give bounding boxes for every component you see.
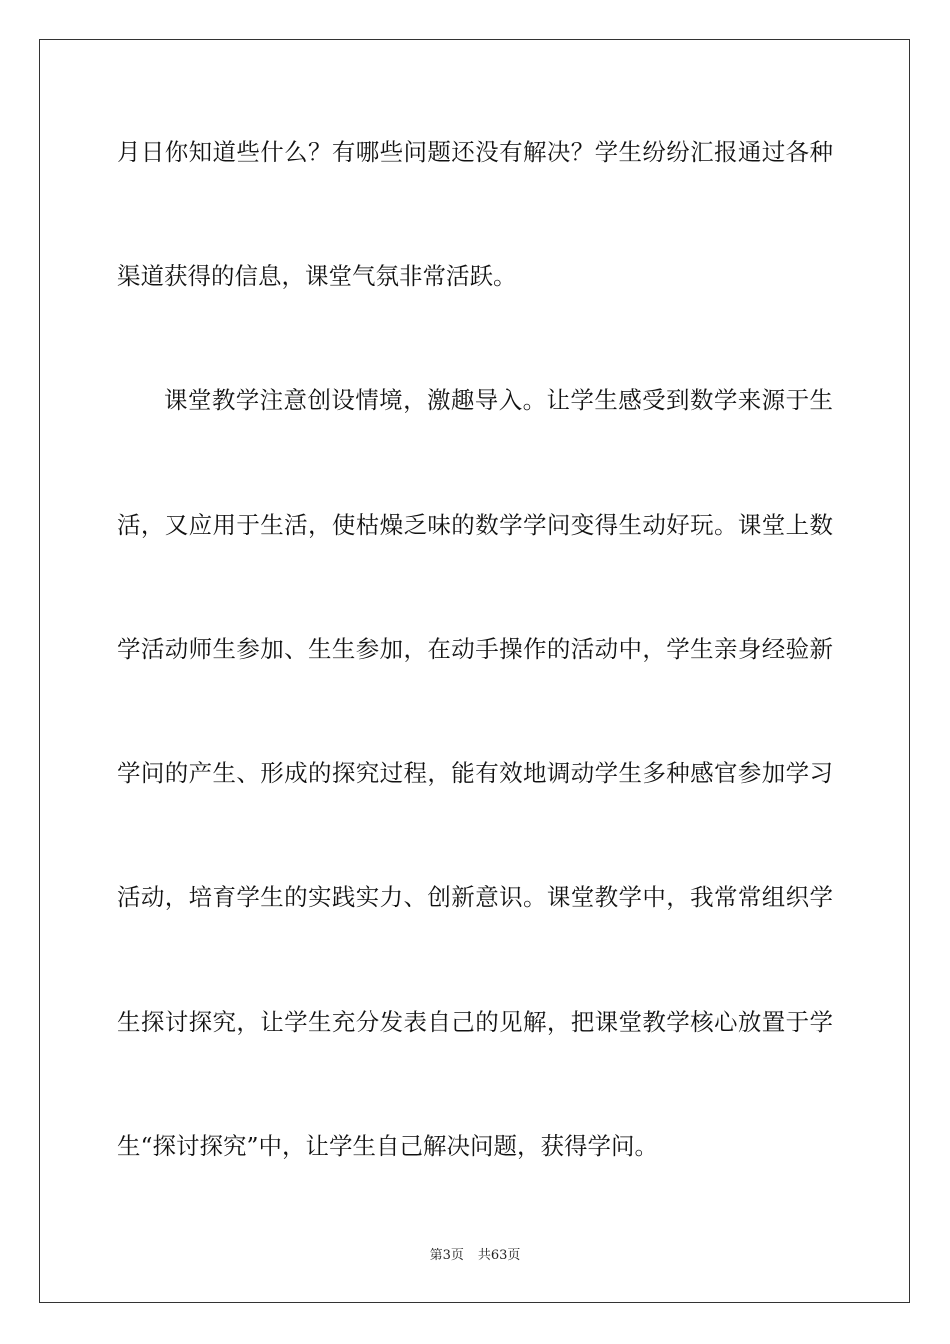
paragraph-line: 月日你知道些什么？有哪些问题还没有解决？学生纷纷汇报通过各种 [117, 138, 833, 166]
paragraph-line: 学问的产生、形成的探究过程，能有效地调动学生多种感官参加学习 [117, 759, 833, 787]
paragraph-line: 生探讨探究，让学生充分发表自己的见解，把课堂教学核心放置于学 [117, 1008, 833, 1036]
paragraph-line: 生“探讨探究”中，让学生自己解决问题，获得学问。 [117, 1132, 659, 1160]
paragraph-line: 学活动师生参加、生生参加，在动手操作的活动中，学生亲身经验新 [117, 635, 833, 663]
paragraph-line: 渠道获得的信息，课堂气氛非常活跃。 [117, 262, 517, 290]
page-total: 共63页 [477, 1248, 521, 1263]
paragraph-line: 活，又应用于生活，使枯燥乏味的数学学问变得生动好玩。课堂上数 [117, 511, 833, 539]
paragraph-line: 课堂教学注意创设情境，激趣导入。让学生感受到数学来源于生 [164, 386, 833, 414]
page-footer [0, 1247, 950, 1265]
page-number: 第3页 [429, 1248, 464, 1263]
paragraph-line: 活动，培育学生的实践实力、创新意识。课堂教学中，我常常组织学 [117, 883, 833, 911]
page-border [39, 39, 910, 1303]
